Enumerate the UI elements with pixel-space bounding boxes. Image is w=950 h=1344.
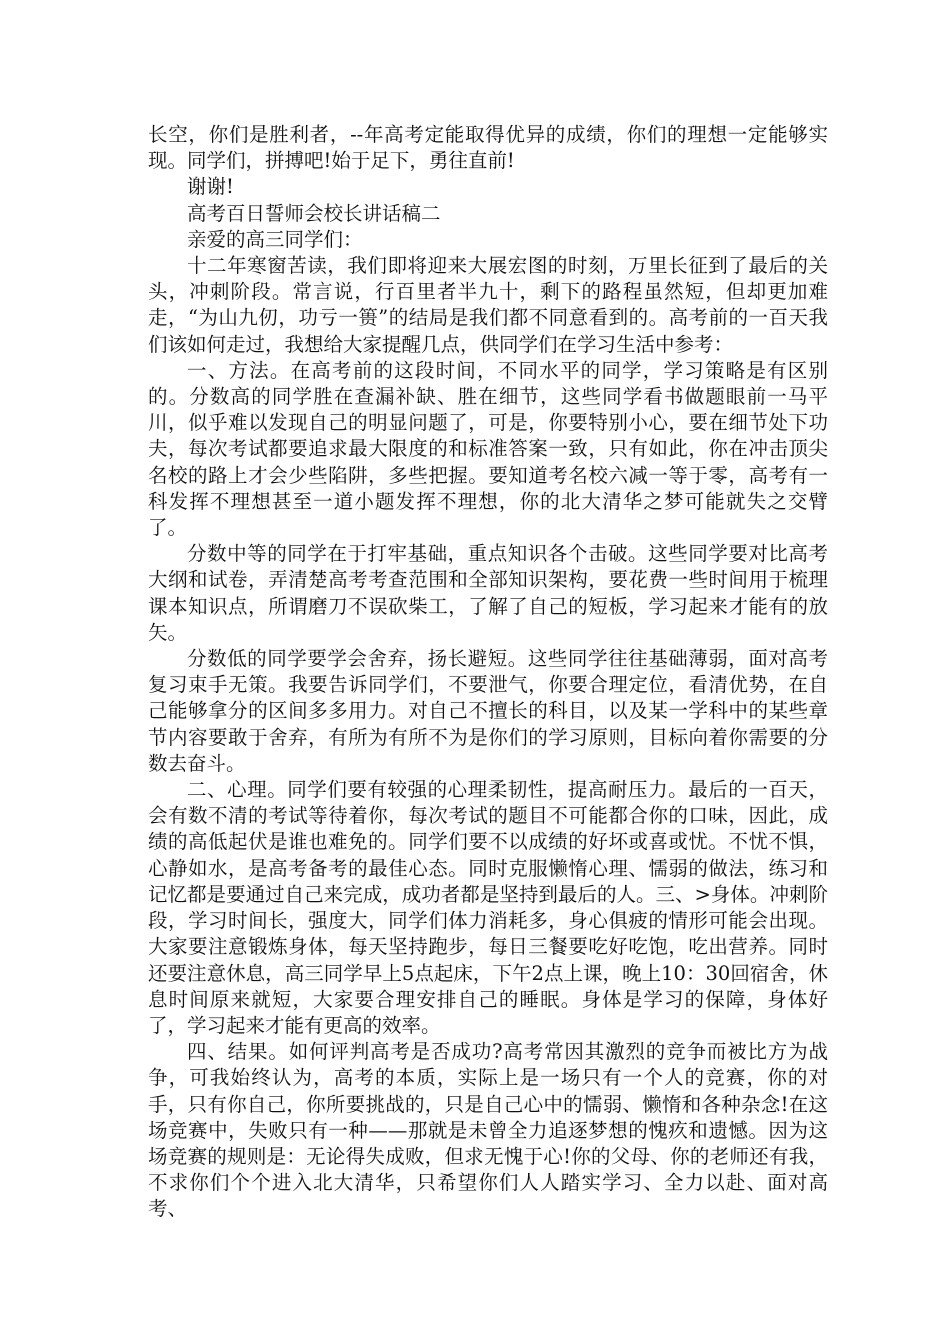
document-page [148,122,828,1223]
speech-title: 高考百日誓师会校长讲话稿二 [187,201,441,225]
paragraph-mind-body: 二、心理。同学们要有较强的心理柔韧性，提高耐压力。最后的一百天，会有数不清的考试等待着你，每次考试的题目不可能都合你的口味，因此，成绩的高低起伏是谁也难免的。同学们要不以成绩的好坏或喜或忧。不忧不惧，心静如水，是高考备考的最佳心态。同时克服懒惰心理、懦弱的做法，练习和记忆都是要通过自己来完成，成功者都是坚持到最后的人。三、>身体。冲刺阶段，学习时间长，强度大，同学们体力消耗多，身心俱疲的情形可能会出现。大家要注意锻炼身体，每天坚持跑步，每日三餐要吃好吃饱，吃出营养。同时还要注意休息，高三同学早上5点起床，下午2点上课，晚上10：30回宿舍，休息时间原来就短，大家要合理安排自己的睡眠。身体是学习的保障，身体好了，学习起来才能有更高的效率。 [148,778,828,1037]
paragraph-result: 四、结果。如何评判高考是否成功?高考常因其激烈的竞争而被比方为战争，可我始终认为，高考的本质，实际上是一场只有一个人的竞赛，你的对手，只有你自己，你所要挑战的，只是自己心中的懦弱、懒惰和各种杂念!在这场竞赛中，失败只有一种——那就是未曾全力追逐梦想的愧疚和遗憾。因为这场竞赛的规则是：无论得失成败，但求无愧于心!你的父母、你的老师还有我，不求你们个个进入北大清华，只希望你们人人踏实学习、全力以赴、面对高考、 [148,1040,828,1221]
paragraph-method: 一、方法。在高考前的这段时间，不同水平的同学，学习策略是有区别的。分数高的同学胜在查漏补缺、胜在细节，这些同学看书做题眼前一马平川，似乎难以发现自己的明显问题了，可是，你要特别小心，要在细节处下功夫，每次考试都要追求最大限度的和标准答案一致，只有如此，你在冲击顶尖名校的路上才会少些陷阱，多些把握。要知道考名校六减一等于零，高考有一科发挥不理想甚至一道小题发挥不理想，你的北大清华之梦可能就失之交臂了。 [148,358,828,540]
paragraph-low-scores: 分数低的同学要学会舍弃，扬长避短。这些同学往往基础薄弱，面对高考复习束手无策。我要告诉同学们，不要泄气，你要合理定位，看清优势，在自己能够拿分的区间多多用力。对自己不擅长的科目，以及某一学科中的某些章节内容要敢于舍弃，有所为有所不为是你们的学习原则，目标向着你需要的分数去奋斗。 [148,647,828,775]
paragraph-middle-scores: 分数中等的同学在于打牢基础，重点知识各个击破。这些同学要对比高考大纲和试卷，弄清楚高考考查范围和全部知识架构，要花费一些时间用于梳理课本知识点，所谓磨刀不误砍柴工，了解了自己的短板，学习起来才能有的放矢。 [148,542,828,644]
paragraph-continuation: 长空，你们是胜利者，--年高考定能取得优异的成绩，你们的理想一定能够实现。同学们，拼搏吧!始于足下，勇往直前! [148,123,828,173]
paragraph-thanks: 谢谢! [187,175,234,199]
paragraph-intro: 十二年寒窗苦读，我们即将迎来大展宏图的时刻，万里长征到了最后的关头，冲刺阶段。常言说，行百里者半九十，剩下的路程虽然短，但却更加难走，“为山九仞，功亏一篑”的结局是我们都不同意看到的。高考前的一百天我们该如何走过，我想给大家提醒几点，供同学们在学习生活中参考： [148,254,828,356]
salutation: 亲爱的高三同学们： [187,227,363,251]
